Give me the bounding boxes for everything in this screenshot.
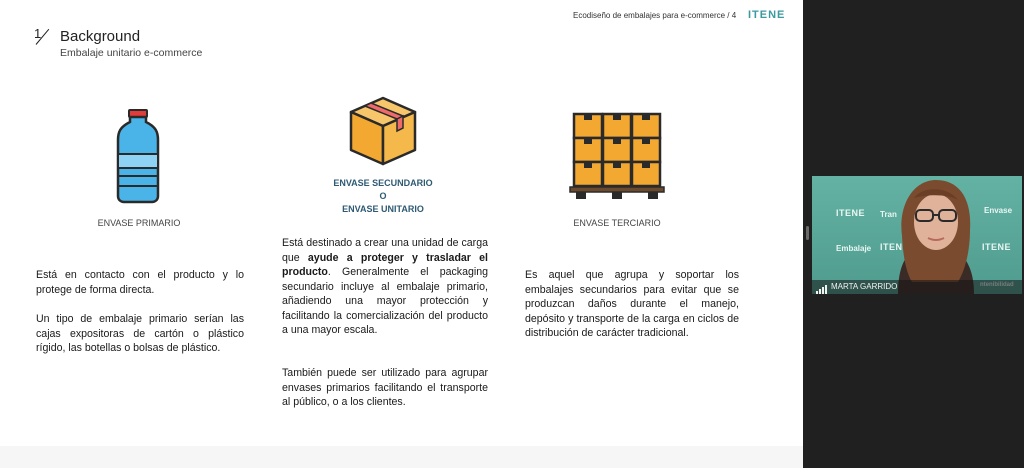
backdrop-word-6: ITENE: [982, 242, 1012, 252]
primary-label: ENVASE PRIMARIO: [97, 218, 181, 228]
secondary-label-line1: ENVASE SECUNDARIO: [333, 178, 433, 188]
participant-figure: [878, 176, 990, 294]
signal-strength-icon: [816, 280, 828, 294]
primary-paragraph-2: Un tipo de embalaje primario serían las cajas expositoras de cartón o plástico rígido, las botellas o bolsas de plástico.: [36, 313, 244, 354]
backdrop-word-1: ITENE: [836, 208, 866, 218]
itene-logo: ITENE: [748, 9, 786, 21]
cardboard-box-icon: [347, 94, 419, 166]
secondary-label-line2: O: [379, 191, 387, 201]
slide-footer-strip: [0, 446, 803, 468]
slide-title: Background: [60, 28, 141, 45]
participant-name-bar: [812, 280, 1022, 294]
tertiary-paragraph-1: Es aquel que agrupa y soportar los embalajes secundarios para evitar que se produzcan daños durante el manejo, depósito y transporte de la carga en ciclos de distribución de carácter tradicional.: [525, 269, 739, 339]
participant-video-tile[interactable]: [812, 176, 1022, 294]
secondary-p1-text-b: . Generalmente el packaging secundario incluye al embalaje primario, añadiendo una mayor protección y facilitando la comercialización del producto a una mayor escala.: [282, 266, 488, 336]
backdrop-word-2: Tran: [880, 210, 897, 219]
tertiary-label: ENVASE TERCIARIO: [573, 218, 661, 228]
secondary-p1-bold: ayude a proteger y trasladar el producto: [282, 251, 488, 278]
slide-header-text: Ecodiseño de embalajes para e-commerce / 4: [573, 11, 737, 20]
backdrop-word-3: Envase: [984, 206, 1013, 215]
slide-subtitle: Embalaje unitario e-commerce: [60, 47, 203, 59]
secondary-paragraph-2: También puede ser utilizado para agrupar envases primarios facilitando el transporte al público, o a los clientes.: [282, 367, 488, 408]
backdrop-word-5: ITEN: [880, 242, 903, 252]
water-bottle-icon: [112, 108, 164, 204]
secondary-label-line3: ENVASE UNITARIO: [342, 204, 424, 214]
panel-resize-handle[interactable]: [806, 226, 809, 240]
participant-name: MARTA GARRIDO: [831, 282, 898, 291]
secondary-p1-text-a: Está destinado a crear una unidad de carga que: [282, 237, 488, 264]
section-number: 1: [34, 26, 42, 41]
backdrop-word-4: Embalaje: [836, 244, 872, 253]
secondary-paragraph-1: [282, 236, 488, 338]
primary-paragraph-1: Está en contacto con el producto y lo protege de forma directa.: [36, 269, 244, 296]
pallet-boxes-icon: [568, 110, 666, 204]
